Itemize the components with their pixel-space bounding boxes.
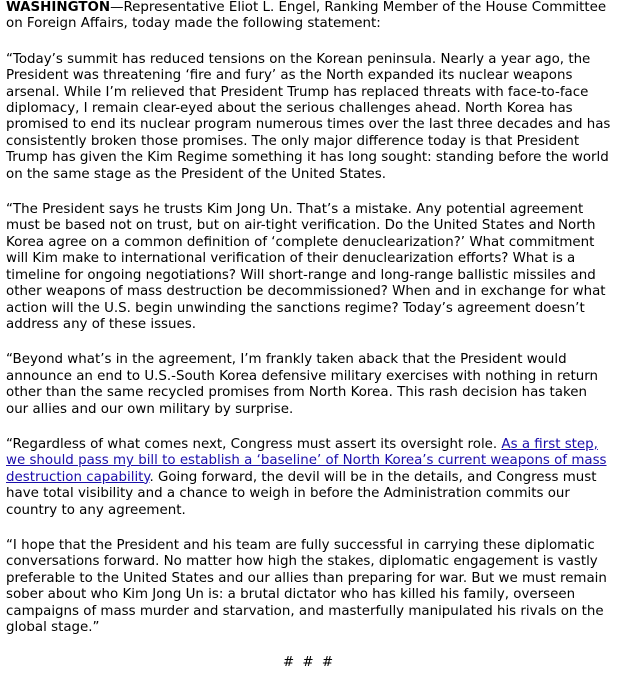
intro-paragraph bbox=[6, 0, 612, 33]
statement-paragraph-1: “Today’s summit has reduced tensions on the Korean peninsula. Nearly a year ago, the President was threatening ‘fire and fury’ as the North expanded its nuclear weapons arsenal. While I’m relieved that President Trump has replaced threats with face-to-face diplomacy, I remain clear-eyed about the serious challenges ahead. North Korea has promised to end its nuclear program numerous times over the last three decades and has consistently broken those promises. The only major difference today is that President Trump has given the Kim Regime something it has long sought: standing before the world on the same stage as the President of the United States. bbox=[6, 51, 611, 182]
intro-text: —Representative Eliot L. Engel, Ranking Member of the House Committee on Foreign Affairs, today made the following statement: bbox=[6, 0, 607, 32]
statement-paragraph-3: “Beyond what’s in the agreement, I’m frankly taken aback that the President would announce an end to U.S.-South Korea defensive military exercises with nothing in return other than the same recycled promises from North Korea. This rash decision has taken our allies and our own military by surprise. bbox=[6, 352, 598, 417]
dateline: WASHINGTON bbox=[6, 0, 111, 15]
statement-paragraph-5: “I hope that the President and his team are fully successful in carrying these diplomatic conversations forward. No matter how high the stakes, diplomatic engagement is vastly preferable to the United States and our allies than preparing for war. But we must remain sober about who Kim Jong Un is: a brutal dictator who has killed his family, overseen campaigns of mass murder and starvation, and masterfully manipulated his rivals on the global stage.” bbox=[6, 537, 607, 635]
statement-paragraph-2: “The President says he trusts Kim Jong Un. That’s a mistake. Any potential agreement must be based not on trust, but on air-tight verification. Do the United States and North Korea agree on a common definition of ‘complete denuclearization?’ What commitment will Kim make to international verification of their denuclearization efforts? What is a timeline for ongoing negotiations? Will short-range and long-range ballistic missiles and other weapons of mass destruction be decommissioned? When and in exchange for what action will the U.S. begin unwinding the sanctions regime? Today’s agreement doesn’t address any of these issues. bbox=[6, 202, 606, 332]
end-mark: # # # bbox=[282, 655, 336, 671]
press-release bbox=[6, 0, 612, 691]
paragraph-4-tail: . Going forward, the devil will be in the details, and Congress must have total visibility and a chance to weigh in before the Administration commits our country to any agreement. bbox=[6, 469, 597, 518]
paragraph-4-lead: “Regardless of what comes next, Congress must assert its oversight role. bbox=[6, 436, 502, 452]
baseline-bill-link[interactable]: As a first step, we should pass my bill to establish a ‘baseline’ of North Korea’s current weapons of mass destruction capability bbox=[6, 436, 607, 485]
statement-paragraph-4 bbox=[6, 437, 612, 519]
